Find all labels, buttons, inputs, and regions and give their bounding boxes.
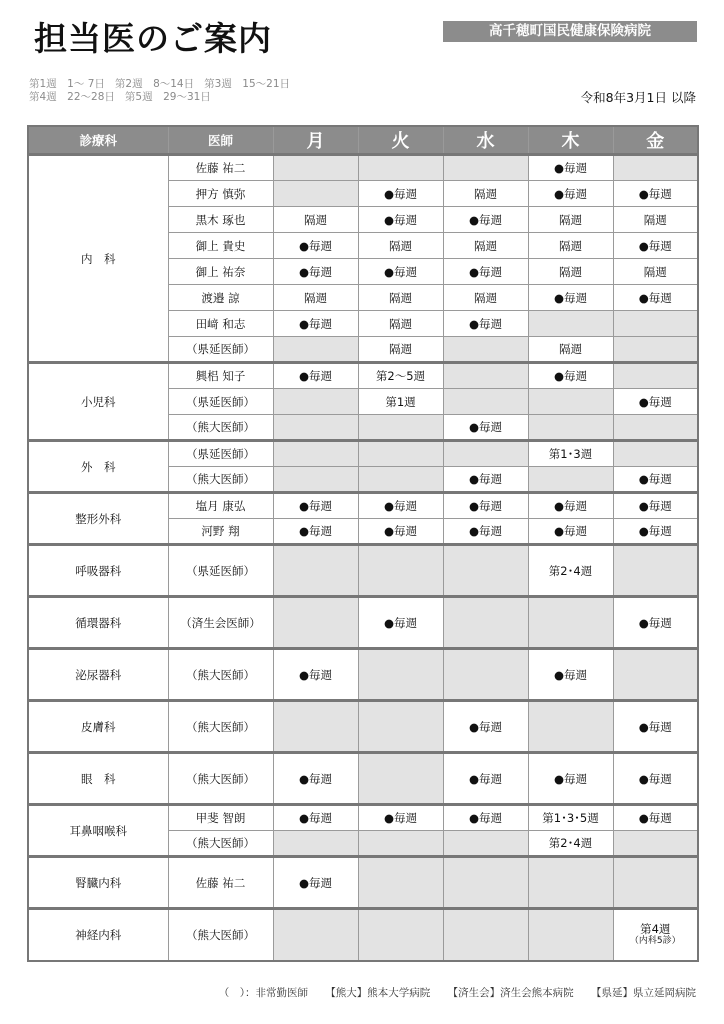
schedule-cell [613,909,698,961]
doctor-name: （県延医師） [168,545,273,597]
empty-cell [528,311,613,337]
table-row [28,857,698,909]
table-row [28,805,698,831]
schedule-cell: ●毎週 [613,753,698,805]
schedule-cell: ●毎週 [613,467,698,493]
schedule-cell: 第1週 [358,389,443,415]
schedule-cell: ●毎週 [443,493,528,519]
empty-cell [613,545,698,597]
schedule-cell: ●毎週 [443,311,528,337]
schedule-cell: ●毎週 [613,389,698,415]
empty-cell [443,649,528,701]
schedule-cell: ●毎週 [528,181,613,207]
schedule-cell: 第2～5週 [358,363,443,389]
empty-cell [358,415,443,441]
schedule-cell: ●毎週 [273,259,358,285]
dept-group [28,857,698,909]
department-name: 循環器科 [28,597,168,649]
dept-group [28,805,698,857]
empty-cell [443,155,528,181]
empty-cell [613,337,698,363]
empty-cell [443,389,528,415]
empty-cell [273,181,358,207]
schedule-cell: ●毎週 [528,285,613,311]
dept-group [28,701,698,753]
department-name: 内 科 [28,155,168,363]
empty-cell [613,831,698,857]
schedule-cell: 隔週 [273,285,358,311]
schedule-cell: 第1･3週 [528,441,613,467]
schedule-note: （内科5診） [629,935,681,946]
table-row [28,649,698,701]
doctor-name: （県延医師） [168,441,273,467]
table-row [28,909,698,961]
schedule-cell: 第1･3･5週 [528,805,613,831]
doctor-name: 河野 翔 [168,519,273,545]
department-name: 呼吸器科 [28,545,168,597]
empty-cell [528,597,613,649]
empty-cell [358,753,443,805]
week-range: 第3週 15～21日 [204,78,291,90]
empty-cell [273,909,358,961]
schedule-cell: ●毎週 [613,519,698,545]
empty-cell [613,441,698,467]
doctor-name: 佐藤 祐二 [168,155,273,181]
doctor-name: （熊大医師） [168,701,273,753]
empty-cell [528,415,613,441]
schedule-cell: ●毎週 [358,597,443,649]
table-row [28,701,698,753]
table-row [28,363,698,389]
empty-cell [273,831,358,857]
schedule-cell: ●毎週 [613,233,698,259]
schedule-cell: ●毎週 [613,597,698,649]
department-name: 泌尿器科 [28,649,168,701]
department-name: 外 科 [28,441,168,493]
schedule-cell: 隔週 [443,233,528,259]
empty-cell [273,467,358,493]
table-row [28,545,698,597]
doctor-name: （熊大医師） [168,753,273,805]
schedule-cell: ●毎週 [273,857,358,909]
week-range: 第5週 29～31日 [124,91,211,103]
schedule-cell: ●毎週 [443,701,528,753]
empty-cell [273,441,358,467]
empty-cell [358,545,443,597]
empty-cell [273,389,358,415]
schedule-cell: ●毎週 [358,207,443,233]
empty-cell [613,857,698,909]
department-name: 眼 科 [28,753,168,805]
doctor-name: （熊大医師） [168,467,273,493]
table-row [28,155,698,181]
schedule-cell: 隔週 [358,233,443,259]
empty-cell [273,155,358,181]
schedule-cell: ●毎週 [358,805,443,831]
schedule-cell: ●毎週 [613,701,698,753]
header-mon: 月 [273,126,358,155]
dept-group [28,753,698,805]
dept-group [28,597,698,649]
empty-cell [358,441,443,467]
schedule-cell: 隔週 [443,285,528,311]
schedule-cell: 隔週 [443,181,528,207]
empty-cell [528,701,613,753]
empty-cell [273,337,358,363]
schedule-cell: ●毎週 [443,805,528,831]
schedule-value: 第4週 [640,921,671,936]
doctor-name: 塩月 康弘 [168,493,273,519]
schedule-cell: ●毎週 [443,415,528,441]
empty-cell [443,337,528,363]
schedule-cell: ●毎週 [273,519,358,545]
empty-cell [443,597,528,649]
schedule-cell: ●毎週 [273,493,358,519]
empty-cell [273,701,358,753]
legend-item: 【熊大】熊本大学病院 [325,987,431,999]
header-row [28,126,698,155]
dept-group [28,441,698,493]
department-name: 整形外科 [28,493,168,545]
dept-group [28,649,698,701]
table-row [28,597,698,649]
doctor-name: 御上 祐奈 [168,259,273,285]
header-fri: 金 [613,126,698,155]
schedule-table [27,125,699,962]
empty-cell [613,415,698,441]
doctor-name: （県延医師） [168,337,273,363]
empty-cell [273,415,358,441]
doctor-name: （熊大医師） [168,649,273,701]
empty-cell [613,363,698,389]
empty-cell [273,545,358,597]
schedule-cell: 隔週 [358,285,443,311]
schedule-cell: ●毎週 [528,519,613,545]
doctor-name: 甲斐 智朗 [168,805,273,831]
schedule-cell: 第2･4週 [528,545,613,597]
department-name: 耳鼻咽喉科 [28,805,168,857]
page-title: 担当医のご案内 [34,19,272,58]
empty-cell [613,311,698,337]
header-doctor: 医師 [168,126,273,155]
schedule-cell: ●毎週 [443,467,528,493]
schedule-cell: ●毎週 [273,311,358,337]
schedule-cell: ●毎週 [528,493,613,519]
empty-cell [528,467,613,493]
empty-cell [443,857,528,909]
department-name: 腎臓内科 [28,857,168,909]
doctor-name: （熊大医師） [168,831,273,857]
schedule-cell: 隔週 [358,311,443,337]
department-name: 皮膚科 [28,701,168,753]
schedule-cell: ●毎週 [613,805,698,831]
doctor-name: 押方 慎弥 [168,181,273,207]
schedule-cell: ●毎週 [613,493,698,519]
schedule-cell: 隔週 [273,207,358,233]
department-name: 神経内科 [28,909,168,961]
schedule-cell: 隔週 [528,259,613,285]
empty-cell [358,909,443,961]
doctor-name: （熊大医師） [168,415,273,441]
doctor-name: 渡邉 諒 [168,285,273,311]
empty-cell [443,909,528,961]
week-range: 第2週 8～14日 [114,78,195,90]
schedule-cell: ●毎週 [273,233,358,259]
doctor-name: 佐藤 祐二 [168,857,273,909]
doctor-name: （県延医師） [168,389,273,415]
schedule-cell: ●毎週 [273,805,358,831]
dept-group [28,909,698,961]
schedule-cell: 隔週 [528,233,613,259]
dept-group [28,545,698,597]
empty-cell [528,909,613,961]
legend-item: （ ）：非常勤医師 [218,987,308,999]
doctor-name: 興梠 知子 [168,363,273,389]
schedule-cell: ●毎週 [358,493,443,519]
schedule-cell: 隔週 [528,207,613,233]
schedule-cell: 隔週 [613,259,698,285]
schedule-cell: ●毎週 [528,649,613,701]
table-row [28,441,698,467]
doctor-name: （熊大医師） [168,909,273,961]
dept-group [28,363,698,441]
schedule-cell: ●毎週 [358,259,443,285]
schedule-cell: ●毎週 [443,259,528,285]
empty-cell [358,155,443,181]
schedule-cell: ●毎週 [273,753,358,805]
department-name: 小児科 [28,363,168,441]
schedule-cell: ●毎週 [528,753,613,805]
legend-item: 【済生会】済生会熊本病院 [447,987,574,999]
header-thu: 木 [528,126,613,155]
empty-cell [358,831,443,857]
hospital-name-badge: 高千穂町国民健康保険病院 [443,21,697,42]
effective-date: 令和8年3月1日 以降 [580,90,696,105]
week-ranges [29,78,300,104]
table-row [28,753,698,805]
header-dept: 診療科 [28,126,168,155]
schedule-cell: ●毎週 [273,649,358,701]
schedule-cell: 第2･4週 [528,831,613,857]
empty-cell [443,363,528,389]
week-line-2 [29,91,300,104]
legend-item: 【県延】県立延岡病院 [591,987,696,999]
schedule-cell: ●毎週 [613,181,698,207]
empty-cell [358,467,443,493]
empty-cell [613,155,698,181]
week-line-1 [29,78,300,91]
doctor-name: 御上 貴史 [168,233,273,259]
empty-cell [273,597,358,649]
doctor-name: 黒木 琢也 [168,207,273,233]
schedule-cell: ●毎週 [443,519,528,545]
doctor-name: 田﨑 和志 [168,311,273,337]
header-tue: 火 [358,126,443,155]
schedule-cell: ●毎週 [528,363,613,389]
schedule-cell: 隔週 [613,207,698,233]
empty-cell [528,857,613,909]
empty-cell [443,545,528,597]
empty-cell [443,441,528,467]
schedule-cell: 隔週 [358,337,443,363]
week-range: 第4週 22～28日 [29,91,115,103]
week-range: 第1週 1～ 7日 [29,78,105,90]
schedule-cell: ●毎週 [358,519,443,545]
dept-group [28,493,698,545]
schedule-cell: ●毎週 [273,363,358,389]
schedule-cell: 隔週 [528,337,613,363]
header-wed: 水 [443,126,528,155]
schedule-cell: ●毎週 [443,753,528,805]
empty-cell [358,701,443,753]
schedule-cell: ●毎週 [528,155,613,181]
dept-group [28,155,698,363]
empty-cell [528,389,613,415]
schedule-cell: ●毎週 [613,285,698,311]
empty-cell [358,649,443,701]
empty-cell [613,649,698,701]
schedule-cell: ●毎週 [443,207,528,233]
schedule-cell: ●毎週 [358,181,443,207]
legend [205,985,696,1000]
doctor-name: （済生会医師） [168,597,273,649]
empty-cell [358,857,443,909]
table-row [28,493,698,519]
empty-cell [443,831,528,857]
